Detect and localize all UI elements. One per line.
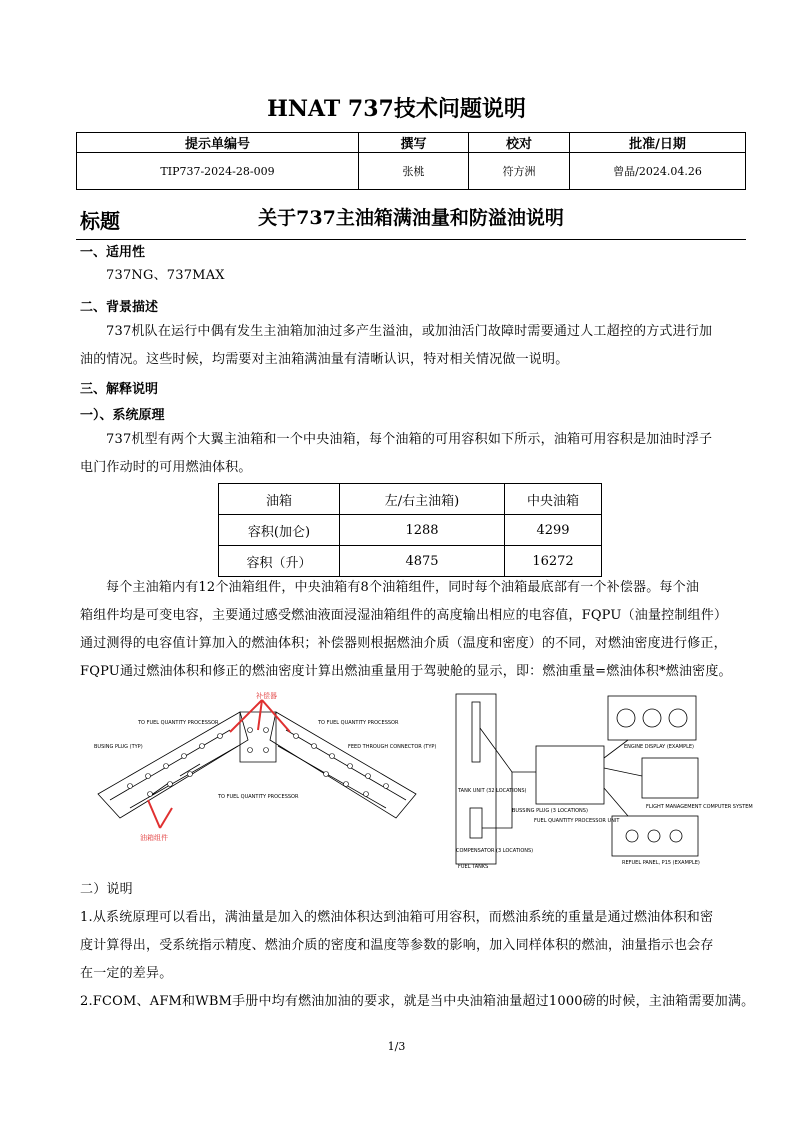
background-line-1: 737机队在运行中偶有发生主油箱加油过多产生溢油，或加油活门故障时需要通过人工超控的方式进行加 <box>106 324 713 339</box>
subject-label: 标题 <box>80 209 120 233</box>
subsection-principle-heading: 一）、系统原理 <box>80 408 165 423</box>
applicability-text: 737NG、737MAX <box>106 268 225 283</box>
engine-display-label: ENGINE DISPLAY (EXAMPLE) <box>624 744 695 750</box>
principle-line-2: 电门作动时的可用燃油体积。 <box>80 460 252 475</box>
meta-header-checker: 校对 <box>469 133 570 153</box>
fmc-label: FLIGHT MANAGEMENT COMPUTER SYSTEM <box>646 804 753 810</box>
fuel-tank-outline <box>456 694 496 864</box>
components-line-2: 箱组件均是可变电容，主要通过感受燃油液面浸湿油箱组件的高度输出相应的电容值，FQPU（油量控制组件） <box>80 608 728 623</box>
engine-display-box <box>608 696 696 740</box>
cap-row-liter-center: 16272 <box>505 546 602 577</box>
section-1-heading: 一、适用性 <box>80 245 146 260</box>
bussing-plug-right-label: BUSSING PLUG (3 LOCATIONS) <box>512 808 588 814</box>
explanation-1-line-2: 度计算得出，受系统指示精度、燃油介质的密度和温度等参数的影响，加入同样体积的燃油，油量指示也会存 <box>80 938 714 953</box>
refuel-panel-label: REFUEL PANEL, P15 (EXAMPLE) <box>622 860 700 866</box>
fuel-tanks-label: FUEL TANKS <box>458 864 489 870</box>
tank-unit-label: 油箱组件 <box>140 834 168 842</box>
compensator-label: 补偿器 <box>256 692 277 700</box>
meta-header-number: 提示单编号 <box>77 133 359 153</box>
meta-header-author: 撰写 <box>359 133 469 153</box>
left-wing-outline <box>98 712 248 818</box>
cap-row-liter-label: 容积（升） <box>219 546 340 577</box>
page-number: 1/3 <box>387 1040 406 1053</box>
explanation-2-line-1: 2.FCOM、AFM和WBM手册中均有燃油加油的要求，就是当中央油箱油量超过1000磅的时候，主油箱需要加满。 <box>80 994 755 1009</box>
subject-row <box>76 201 746 240</box>
section-3-heading: 三、解释说明 <box>80 382 159 397</box>
feed-through-label: FEED THROUGH CONNECTOR (TYP) <box>348 744 437 750</box>
cap-header-main: 左/右主油箱) <box>340 484 505 515</box>
cap-row-gallon-center: 4299 <box>505 515 602 546</box>
components-line-1: 每个主油箱内有12个油箱组件，中央油箱有8个油箱组件，同时每个油箱最底部有一个补偿器。每个油 <box>106 580 700 595</box>
fmc-box <box>642 758 698 798</box>
cap-header-center: 中央油箱 <box>505 484 602 515</box>
meta-value-number: TIP737-2024-28-009 <box>77 153 359 190</box>
components-line-4: FQPU通过燃油体积和修正的燃油密度计算出燃油重量用于驾驶舱的显示，即：燃油重量=燃油体积*燃油密度。 <box>80 664 732 679</box>
compensator-probe <box>470 808 482 838</box>
explanation-1-line-1: 1.从系统原理可以看出，满油量是加入的燃油体积达到油箱可用容积，而燃油系统的重量是通过燃油体积和密 <box>80 910 714 925</box>
cap-row-gallon-label: 容积(加仑) <box>219 515 340 546</box>
to-fqp-label-2: TO FUEL QUANTITY PROCESSOR <box>318 720 399 726</box>
document-meta-table <box>76 132 746 190</box>
background-line-2: 油的情况。这些时候，均需要对主油箱满油量有清晰认识，特对相关情况做一说明。 <box>80 352 569 367</box>
wing-tank-diagram <box>90 690 437 868</box>
subject-title: 关于737主油箱满油量和防溢油说明 <box>258 207 564 229</box>
explanation-1-line-3: 在一定的差异。 <box>80 966 173 981</box>
fqpu-box <box>536 746 604 804</box>
right-wing-outline <box>270 712 416 818</box>
subsection-explanation-heading: 二）说明 <box>80 882 133 897</box>
tank-capacity-table <box>218 483 602 577</box>
tank-unit-probe <box>472 702 480 762</box>
principle-line-1: 737机型有两个大翼主油箱和一个中央油箱，每个油箱的可用容积如下所示，油箱可用容积是加油时浮子 <box>106 432 713 447</box>
fqpu-label: FUEL QUANTITY PROCESSOR UNIT <box>534 818 620 824</box>
cap-row-liter-main: 4875 <box>340 546 505 577</box>
meta-header-approval: 批准/日期 <box>570 133 746 153</box>
fqis-system-diagram <box>428 688 753 870</box>
cap-header-tank: 油箱 <box>219 484 340 515</box>
components-line-3: 通过测得的电容值计算加入的燃油体积；补偿器则根据燃油介质（温度和密度）的不同，对燃油密度进行修正， <box>80 636 727 651</box>
cap-row-gallon-main: 1288 <box>340 515 505 546</box>
section-2-heading: 二、背景描述 <box>80 300 159 315</box>
meta-value-checker: 符方洲 <box>469 153 570 190</box>
meta-value-author: 张桃 <box>359 153 469 190</box>
bussing-plug-label: BUSING PLUG (TYP) <box>94 744 143 750</box>
refuel-panel-box <box>612 816 698 856</box>
tank-unit-right-label: TANK UNIT (32 LOCATIONS) <box>458 788 527 794</box>
meta-value-approval: 曾晶/2024.04.26 <box>570 153 746 190</box>
to-fqp-label-1: TO FUEL QUANTITY PROCESSOR <box>138 720 219 726</box>
compensator-right-label: COMPENSATOR (3 LOCATIONS) <box>456 848 534 854</box>
document-title: HNAT 737技术问题说明 <box>267 96 526 122</box>
to-fqp-label-3: TO FUEL QUANTITY PROCESSOR <box>218 794 299 800</box>
